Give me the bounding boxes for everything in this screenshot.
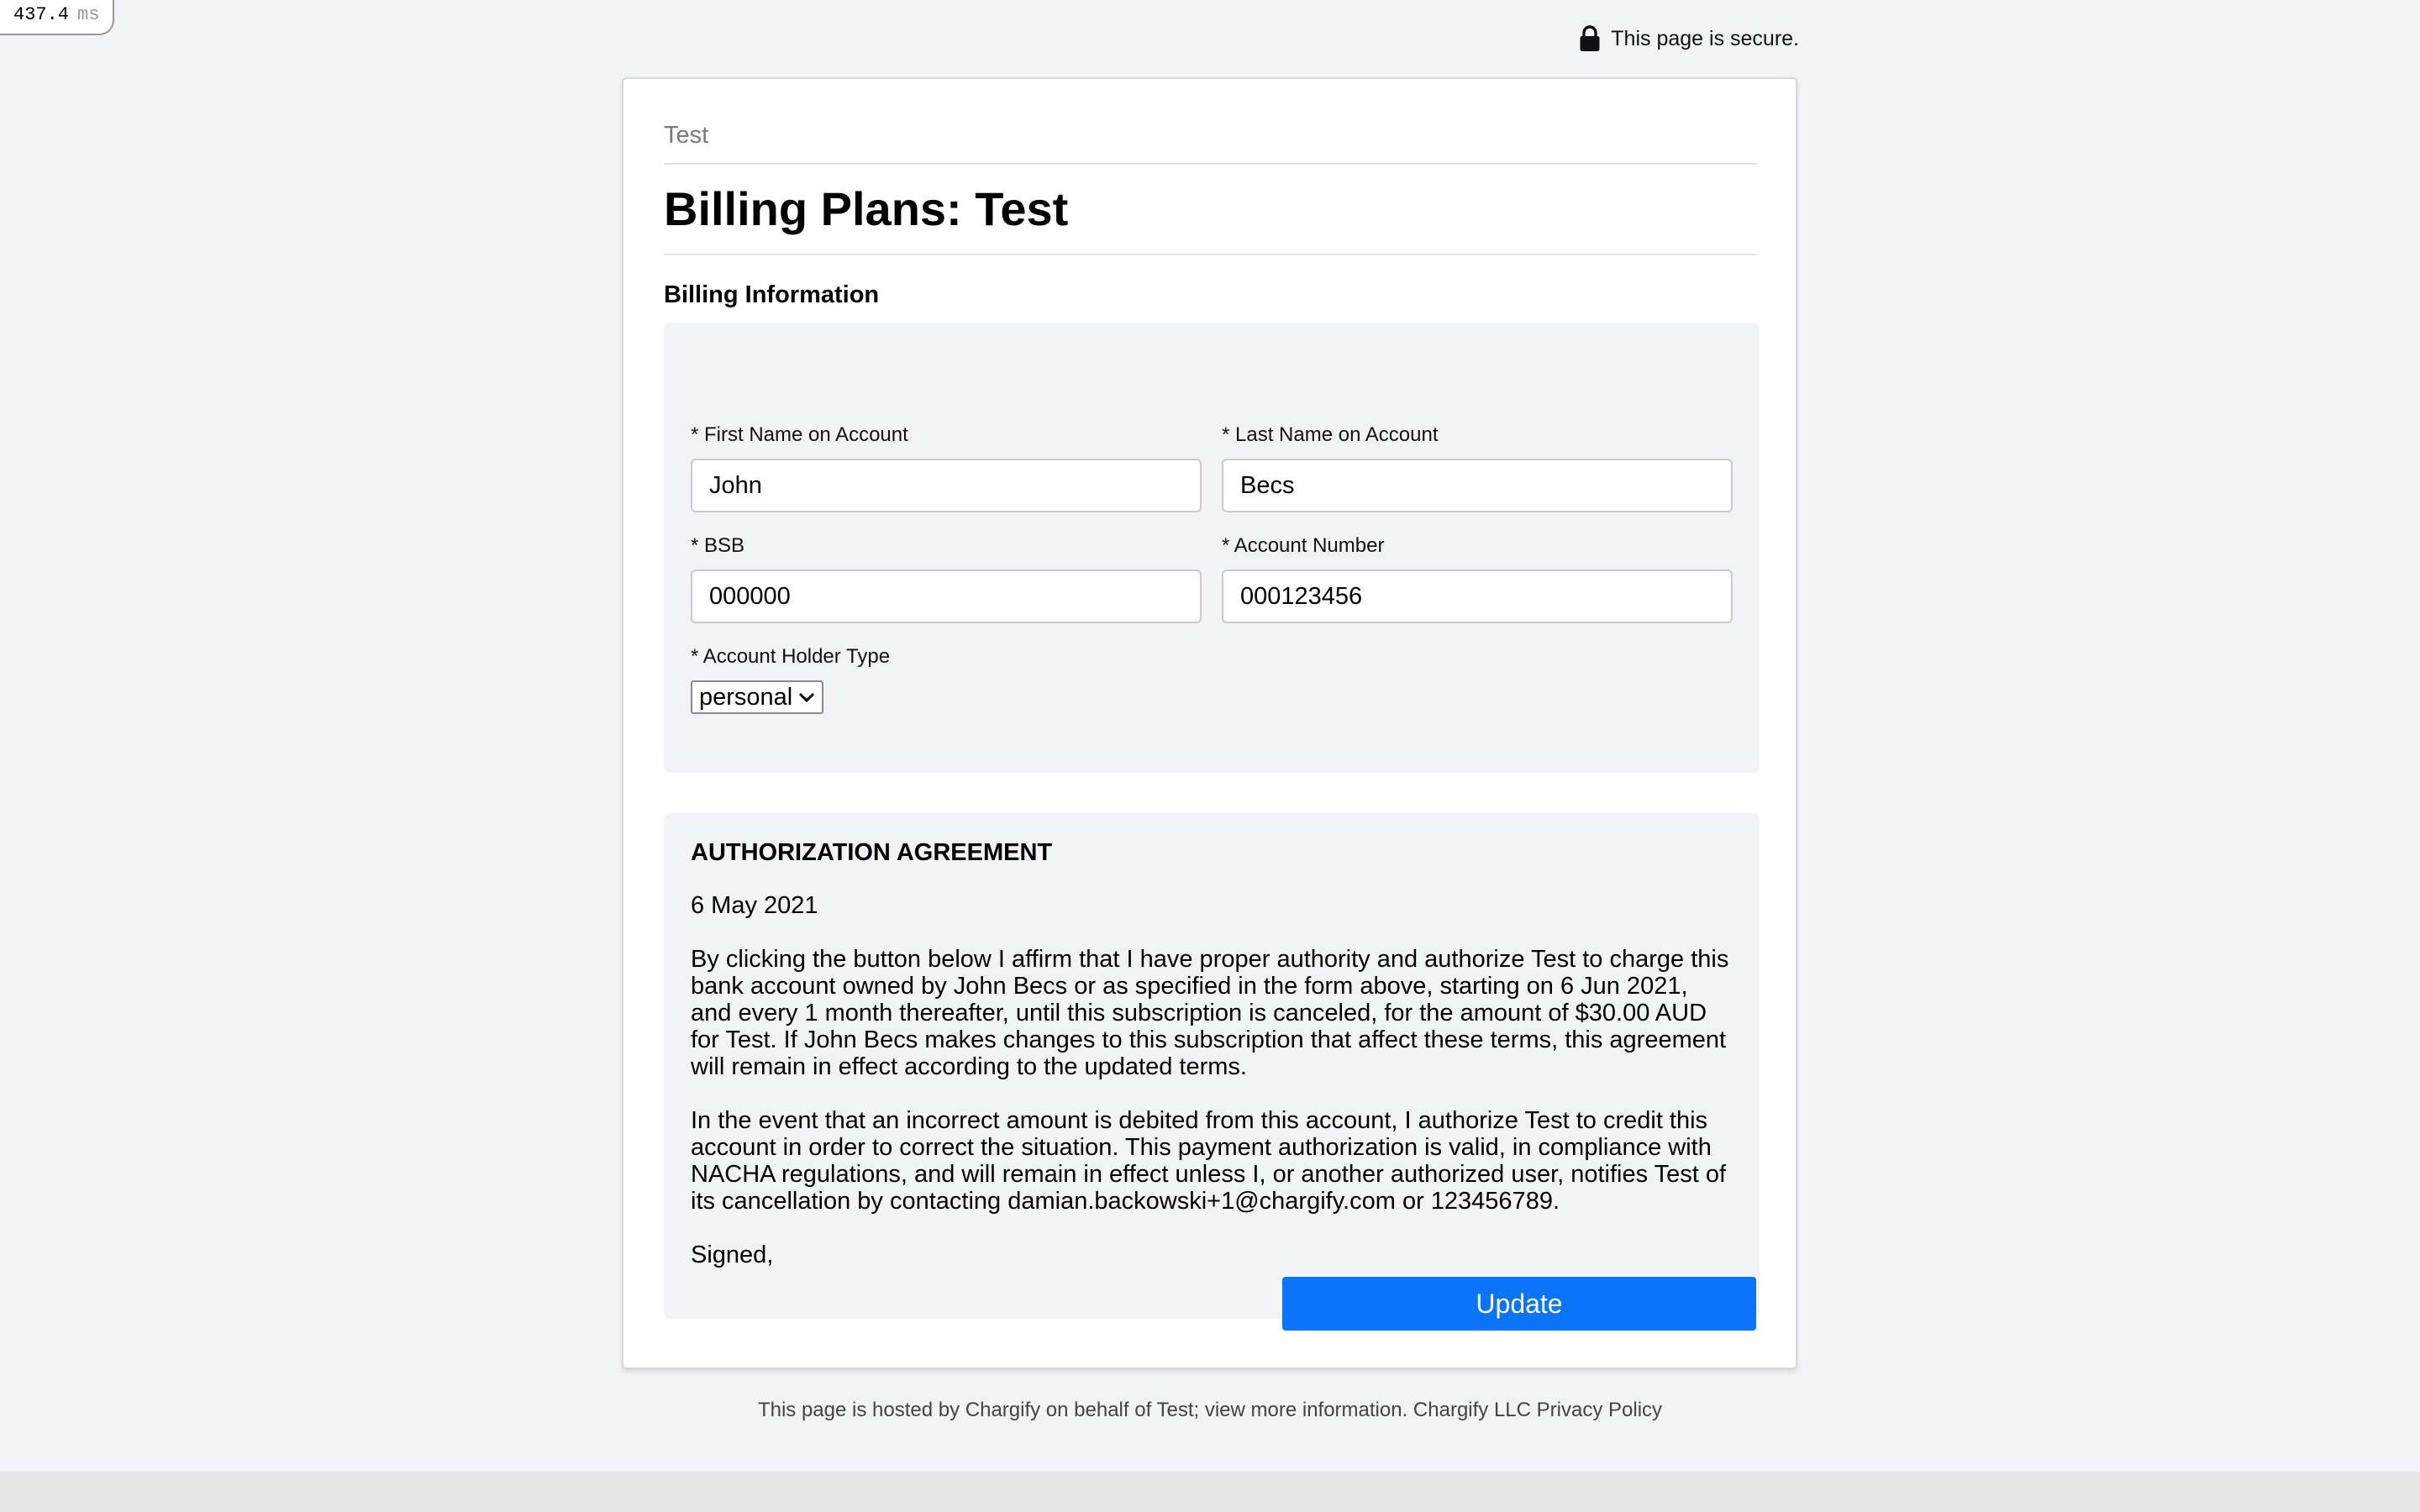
account-holder-type-value: personal (699, 683, 793, 711)
billing-form-panel (664, 323, 1760, 773)
section-title-billing-information: Billing Information (664, 281, 880, 308)
bottom-bar (0, 1472, 2420, 1512)
footer-more-info-link[interactable]: view more information. (1204, 1399, 1408, 1421)
card-header (664, 79, 1757, 309)
agreement-paragraph-corrections: In the event that an incorrect amount is debited from this account, I authorize Test to credit this account in order to correct the situation. This payment authorization is valid, in compliance with NACHA regulations, and will remain in effect unless I, or another authorized user, notifies Test of its cancellation by contacting damian.backowski+1@chargify.com or 123456789. (691, 1107, 1727, 1215)
billing-card (622, 77, 1797, 1369)
footer (0, 1398, 2420, 1423)
account-number-field (1222, 534, 1733, 623)
divider (664, 254, 1757, 255)
agreement-title: AUTHORIZATION AGREEMENT (691, 839, 1053, 866)
divider (664, 163, 1757, 165)
account-holder-type-label: * Account Holder Type (691, 645, 891, 668)
last-name-field (1222, 423, 1733, 512)
account-number-label: * Account Number (1222, 534, 1385, 557)
first-name-label: * First Name on Account (691, 423, 908, 446)
account-holder-type-select[interactable] (691, 680, 823, 714)
lock-icon (1579, 25, 1601, 52)
account-holder-type-field (691, 645, 1202, 714)
secure-text: This page is secure. (1611, 26, 1799, 50)
agreement-date: 6 May 2021 (691, 892, 818, 919)
authorization-agreement (664, 813, 1760, 1319)
bsb-input[interactable] (691, 570, 1202, 623)
last-name-label: * Last Name on Account (1222, 423, 1439, 446)
chevron-down-icon (798, 691, 815, 703)
page-title: Billing Plans: Test (664, 182, 1069, 235)
bsb-field (691, 534, 1202, 623)
timer-unit: ms (77, 4, 100, 25)
bsb-label: * BSB (691, 534, 745, 557)
first-name-field (691, 423, 1202, 512)
secure-notice (1579, 24, 1799, 54)
account-number-input[interactable] (1222, 570, 1733, 623)
timer-badge (0, 0, 114, 35)
footer-text: This page is hosted by Chargify on behalf of Test; (757, 1399, 1200, 1421)
agreement-paragraph-authorization: By clicking the button below I affirm that I have proper authority and authorize Test to charge this bank account owned by John Becs or as specified in the form above, starting on 6 Jun 2021, and every 1 month thereafter, until this subscription is canceled, for the amount of $30.00 AUD for Test. If John Becs makes changes to this subscription that affect these terms, this agreement will remain in effect according to the updated terms. (691, 946, 1729, 1080)
footer-privacy-policy-link[interactable]: Chargify LLC Privacy Policy (1413, 1399, 1663, 1421)
timer-value: 437.4 (13, 4, 70, 25)
first-name-input[interactable] (691, 459, 1202, 512)
agreement-signed: Signed, (691, 1242, 774, 1268)
site-name: Test (664, 122, 709, 149)
update-button[interactable]: Update (1282, 1277, 1756, 1331)
last-name-input[interactable] (1222, 459, 1733, 512)
